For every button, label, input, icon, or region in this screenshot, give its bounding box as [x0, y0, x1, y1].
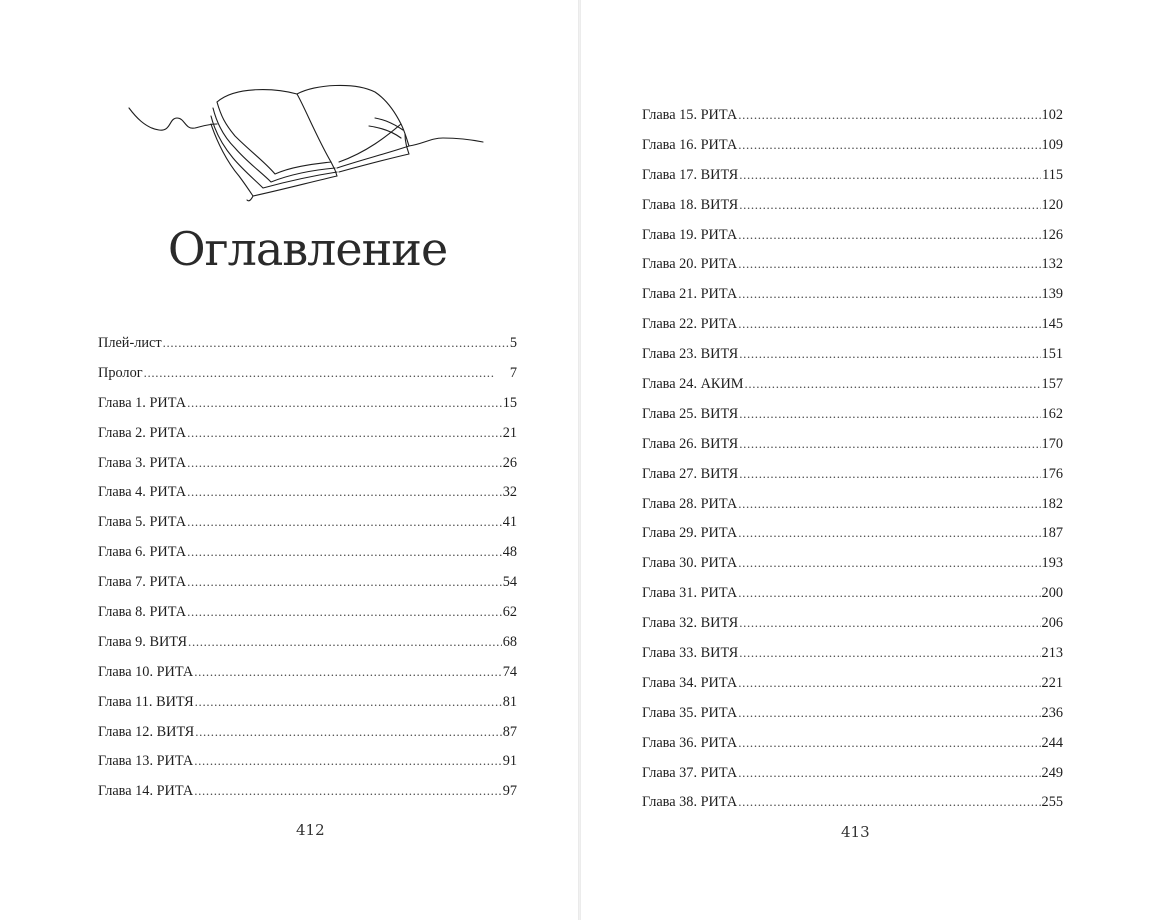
toc-entry: [98, 750, 517, 780]
page-number: 412: [296, 821, 325, 839]
toc-entry-page: 187: [1041, 525, 1063, 542]
toc-entry-label: Глава 36. РИТА: [642, 734, 738, 751]
dot-leader: [738, 134, 1040, 156]
dot-leader: [738, 732, 1040, 754]
dot-leader: [187, 422, 502, 444]
toc-entry-label: Глава 6. РИТА: [98, 544, 187, 561]
toc-entry-page: 48: [502, 544, 517, 561]
toc-entry-label: Глава 8. РИТА: [98, 604, 187, 621]
right-page: [581, 0, 1155, 920]
dot-leader: [738, 552, 1040, 574]
toc-entry-label: Глава 2. РИТА: [98, 424, 187, 441]
toc-list-right: [642, 104, 1063, 821]
toc-entry-label: Глава 33. ВИТЯ: [642, 645, 739, 662]
dot-leader: [187, 392, 502, 414]
dot-leader: [739, 403, 1040, 425]
page-title: Оглавление: [167, 222, 448, 276]
toc-entry-page: 81: [502, 693, 517, 710]
toc-entry-page: 26: [502, 454, 517, 471]
page-number: 413: [841, 823, 870, 841]
toc-entry: [98, 392, 517, 422]
dot-leader: [738, 522, 1040, 544]
dot-leader: [194, 750, 501, 772]
toc-entry: [642, 463, 1063, 493]
toc-entry: [642, 612, 1063, 642]
toc-entry-label: Глава 19. РИТА: [642, 226, 738, 243]
dot-leader: [187, 601, 502, 623]
toc-entry-label: Глава 16. РИТА: [642, 136, 738, 153]
toc-entry-page: 87: [502, 723, 517, 740]
toc-entry: [642, 582, 1063, 612]
dot-leader: [739, 343, 1040, 365]
toc-entry-page: 162: [1041, 405, 1063, 422]
toc-entry: [642, 164, 1063, 194]
dot-leader: [187, 571, 502, 593]
dot-leader: [187, 541, 502, 563]
toc-entry-label: Глава 35. РИТА: [642, 704, 738, 721]
toc-entry-label: Пролог: [98, 364, 143, 381]
toc-entry: [642, 732, 1063, 762]
toc-entry: [642, 283, 1063, 313]
toc-entry-page: 182: [1041, 495, 1063, 512]
dot-leader: [194, 780, 501, 802]
toc-entry: [98, 452, 517, 482]
dot-leader: [738, 224, 1040, 246]
toc-entry-page: 132: [1041, 256, 1063, 273]
toc-entry-page: 255: [1041, 794, 1063, 811]
toc-entry-page: 170: [1041, 435, 1063, 452]
toc-entry: [98, 481, 517, 511]
toc-entry-page: 109: [1041, 136, 1063, 153]
toc-entry-label: Глава 5. РИТА: [98, 514, 187, 531]
toc-entry-page: 21: [502, 424, 517, 441]
toc-entry-label: Глава 1. РИТА: [98, 394, 187, 411]
toc-entry-page: 213: [1041, 645, 1063, 662]
toc-entry-label: Глава 32. ВИТЯ: [642, 615, 739, 632]
dot-leader: [187, 481, 502, 503]
toc-entry: [642, 762, 1063, 792]
dot-leader: [739, 463, 1040, 485]
dot-leader: [195, 691, 502, 713]
dot-leader: [738, 702, 1040, 724]
toc-entry: [642, 672, 1063, 702]
toc-entry: [642, 791, 1063, 821]
toc-entry-label: Глава 25. ВИТЯ: [642, 405, 739, 422]
toc-entry: [642, 403, 1063, 433]
toc-entry-label: Глава 11. ВИТЯ: [98, 693, 194, 710]
dot-leader: [194, 661, 501, 683]
toc-entry-page: 176: [1041, 465, 1063, 482]
toc-entry-label: Глава 4. РИТА: [98, 484, 187, 501]
toc-entry: [642, 343, 1063, 373]
toc-entry-page: 126: [1041, 226, 1063, 243]
toc-entry-label: Глава 38. РИТА: [642, 794, 738, 811]
toc-entry-label: Глава 10. РИТА: [98, 663, 194, 680]
toc-entry-label: Глава 27. ВИТЯ: [642, 465, 739, 482]
toc-entry-page: 102: [1041, 107, 1063, 123]
dot-leader: [187, 511, 502, 533]
dot-leader: [739, 164, 1041, 186]
dot-leader: [738, 283, 1040, 305]
toc-entry-label: Глава 28. РИТА: [642, 495, 738, 512]
toc-entry-page: 244: [1041, 734, 1063, 751]
toc-entry-page: 139: [1041, 286, 1063, 303]
dot-leader: [738, 313, 1040, 335]
dot-leader: [739, 433, 1040, 455]
toc-entry-label: Глава 9. ВИТЯ: [98, 633, 188, 650]
toc-entry-page: 7: [509, 364, 517, 381]
toc-entry: [642, 253, 1063, 283]
toc-entry-page: 97: [502, 783, 517, 800]
toc-entry-label: Глава 13. РИТА: [98, 753, 194, 770]
toc-entry-page: 62: [502, 604, 517, 621]
toc-entry: [642, 134, 1063, 164]
dot-leader: [187, 452, 502, 474]
toc-entry-page: 249: [1041, 764, 1063, 781]
toc-entry: [642, 194, 1063, 224]
toc-entry-page: 236: [1041, 704, 1063, 721]
dot-leader: [739, 612, 1040, 634]
dot-leader: [738, 791, 1040, 813]
toc-entry-label: Глава 31. РИТА: [642, 585, 738, 602]
toc-entry-label: Глава 30. РИТА: [642, 555, 738, 572]
dot-leader: [738, 762, 1040, 784]
toc-entry-page: 91: [502, 753, 517, 770]
toc-entry: [98, 691, 517, 721]
dot-leader: [739, 194, 1040, 216]
dot-leader: [195, 721, 502, 743]
toc-entry-label: Глава 18. ВИТЯ: [642, 196, 739, 213]
toc-entry: [98, 601, 517, 631]
toc-entry: [98, 631, 517, 661]
toc-entry-label: Глава 29. РИТА: [642, 525, 738, 542]
open-book-line-drawing-icon: [125, 78, 487, 204]
toc-entry-page: 221: [1041, 674, 1063, 691]
toc-entry-page: 157: [1041, 376, 1063, 393]
toc-entry: [642, 642, 1063, 672]
toc-entry-page: 32: [502, 484, 517, 501]
dot-leader: [738, 104, 1040, 126]
toc-entry-page: 206: [1041, 615, 1063, 632]
toc-entry-page: 145: [1041, 316, 1063, 333]
toc-entry: [98, 362, 517, 392]
toc-entry: [98, 571, 517, 601]
toc-entry-label: Глава 15. РИТА: [642, 107, 738, 123]
toc-entry: [642, 313, 1063, 343]
toc-entry-page: 120: [1041, 196, 1063, 213]
toc-entry-label: Глава 23. ВИТЯ: [642, 346, 739, 363]
toc-entry-label: Глава 34. РИТА: [642, 674, 738, 691]
toc-entry-label: Глава 7. РИТА: [98, 574, 187, 591]
toc-entry-label: Глава 21. РИТА: [642, 286, 738, 303]
toc-entry-page: 200: [1041, 585, 1063, 602]
toc-entry-page: 193: [1041, 555, 1063, 572]
toc-entry: [98, 332, 517, 362]
toc-entry-label: Глава 22. РИТА: [642, 316, 738, 333]
toc-entry-page: 115: [1042, 166, 1063, 183]
toc-entry: [642, 224, 1063, 254]
toc-entry-label: Глава 14. РИТА: [98, 783, 194, 800]
toc-entry: [642, 373, 1063, 403]
dot-leader: [745, 373, 1041, 395]
toc-entry-label: Глава 20. РИТА: [642, 256, 738, 273]
toc-entry-page: 68: [502, 633, 517, 650]
toc-entry: [98, 661, 517, 691]
dot-leader: [738, 253, 1040, 275]
toc-entry: [642, 552, 1063, 582]
toc-entry-label: Глава 17. ВИТЯ: [642, 166, 739, 183]
toc-entry-label: Плей-лист: [98, 335, 162, 351]
dot-leader: [188, 631, 502, 653]
toc-entry: [642, 104, 1063, 134]
toc-entry: [98, 541, 517, 571]
dot-leader: [163, 332, 509, 354]
toc-entry-page: 5: [509, 335, 517, 351]
toc-entry: [642, 433, 1063, 463]
toc-entry: [642, 702, 1063, 732]
dot-leader: [738, 493, 1040, 515]
toc-entry: [98, 721, 517, 751]
toc-entry-page: 54: [502, 574, 517, 591]
toc-entry-label: Глава 26. ВИТЯ: [642, 435, 739, 452]
toc-entry-label: Глава 24. АКИМ: [642, 376, 744, 393]
toc-entry-page: 151: [1041, 346, 1063, 363]
toc-entry-page: 41: [502, 514, 517, 531]
toc-entry: [98, 422, 517, 452]
dot-leader: [738, 672, 1040, 694]
toc-list-left: [98, 332, 517, 810]
dot-leader: [144, 362, 509, 384]
toc-entry-label: Глава 3. РИТА: [98, 454, 187, 471]
toc-entry: [98, 511, 517, 541]
toc-entry-page: 74: [502, 663, 517, 680]
dot-leader: [739, 642, 1040, 664]
toc-entry-page: 15: [502, 394, 517, 411]
toc-entry: [642, 522, 1063, 552]
toc-entry: [98, 780, 517, 810]
toc-entry-label: Глава 37. РИТА: [642, 764, 738, 781]
dot-leader: [738, 582, 1040, 604]
toc-entry: [642, 493, 1063, 523]
toc-entry-label: Глава 12. ВИТЯ: [98, 723, 195, 740]
